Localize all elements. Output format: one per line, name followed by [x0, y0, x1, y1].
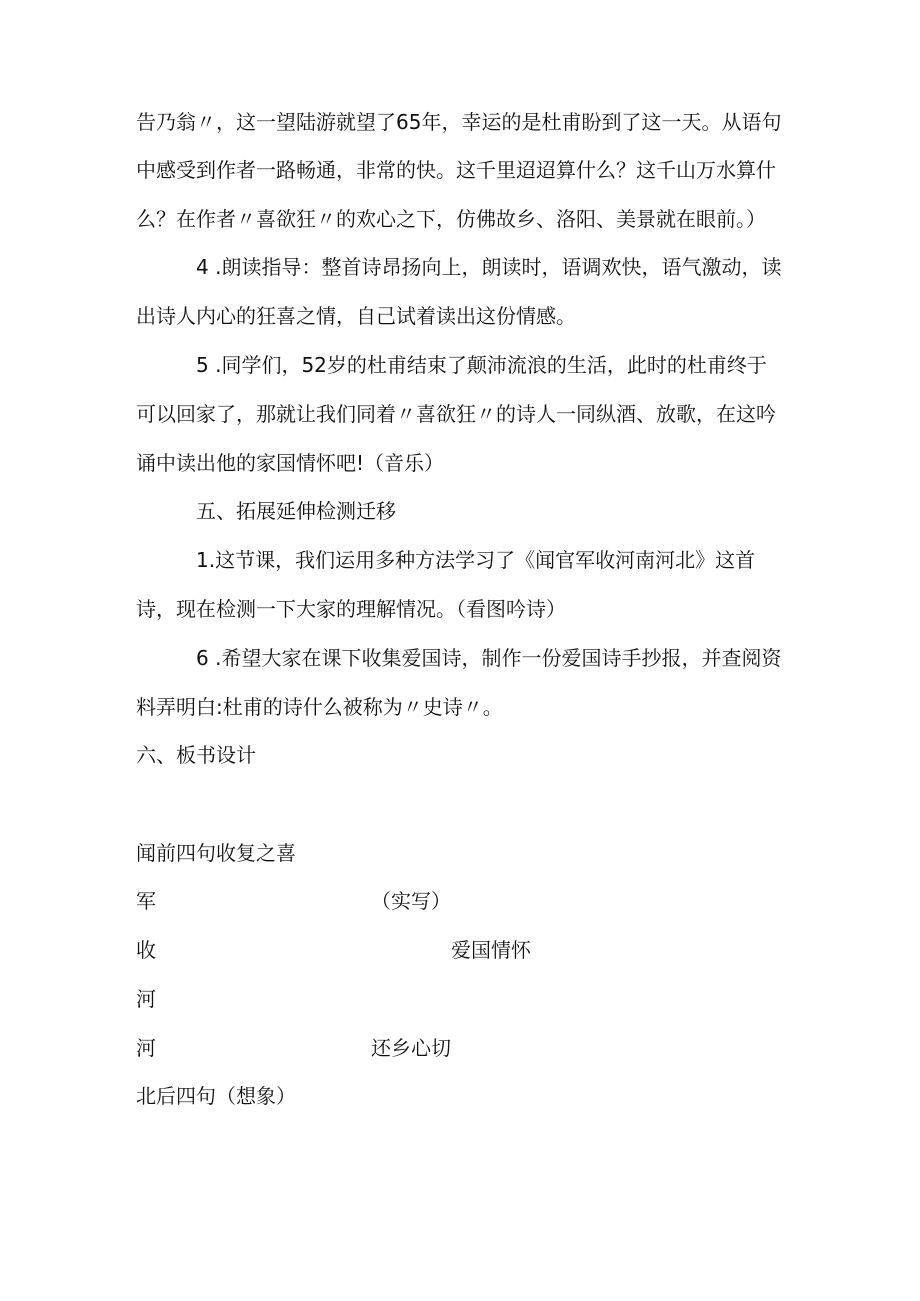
board-char: 河	[136, 987, 156, 1011]
section-heading: 五、拓展延伸检测迁移	[196, 499, 396, 523]
paragraph-line: 出诗人内心的狂喜之情，自己试着读出这份情感。	[136, 304, 576, 328]
paragraph-line: 6 .希望大家在课下收集爱国诗，制作一份爱国诗手抄报，并查阅资	[196, 646, 782, 670]
paragraph-line: 诗，现在检测一下大家的理解情况。（看图吟诗）	[136, 597, 566, 621]
section-heading: 六、板书设计	[136, 743, 256, 767]
paragraph-line: 诵中读出他的家国情怀吧!（音乐）	[136, 451, 445, 475]
board-note: 还乡心切	[371, 1036, 451, 1060]
paragraph-line: 料弄明白:杜甫的诗什么被称为〃史诗〃。	[136, 695, 503, 719]
board-row-footer: 北后四句（想象）	[136, 1084, 296, 1108]
paragraph-line: 5 .同学们，52岁的杜甫结束了颠沛流浪的生活，此时的杜甫终于	[196, 353, 767, 377]
board-char: 收	[136, 938, 156, 962]
board-char: 军	[136, 889, 156, 913]
board-char: 河	[136, 1036, 156, 1060]
paragraph-line: 么？在作者〃喜欲狂〃的欢心之下，仿佛故乡、洛阳、美景就在眼前。）	[136, 207, 766, 231]
paragraph-line: 4 .朗读指导：整首诗昂扬向上，朗读时，语调欢快，语气激动，读	[196, 255, 782, 279]
board-row-title: 闻前四句收复之喜	[136, 841, 296, 865]
board-theme: 爱国情怀	[451, 938, 531, 962]
paragraph-line: 可以回家了，那就让我们同着〃喜欲狂〃的诗人一同纵酒、放歌，在这吟	[136, 402, 776, 426]
paragraph-line: 中感受到作者一路畅通，非常的快。这千里迢迢算什么？这千山万水算什	[136, 158, 776, 182]
paragraph-line: 告乃翁〃，这一望陆游就望了65年，幸运的是杜甫盼到了这一天。从语句	[136, 110, 782, 134]
board-note: （实写）	[371, 889, 451, 913]
paragraph-line: 1.这节课，我们运用多种方法学习了《闻官军收河南河北》这首	[196, 548, 756, 572]
